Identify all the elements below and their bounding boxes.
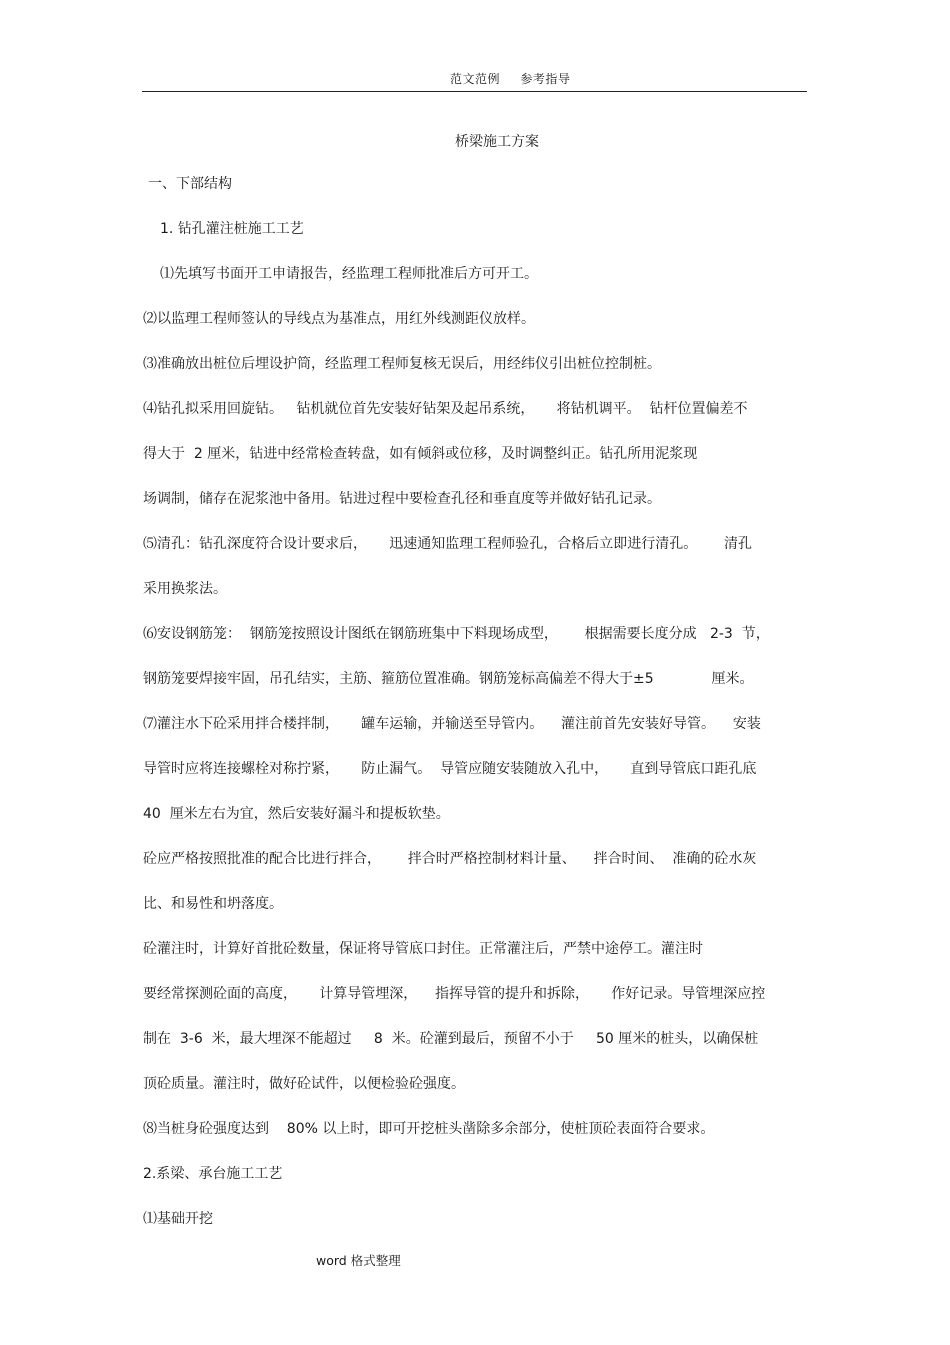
paragraph-line: ⑹安设钢筋笼： 钢筋笼按照设计图纸在钢筋班集中下料现场成型， 根据需要长度分成 2-3 节， (143, 626, 770, 642)
paragraph-line: 场调制，储存在泥浆池中备用。钻进过程中要检查孔径和垂直度等并做好钻孔记录。 (143, 491, 661, 507)
header-rule (142, 91, 807, 92)
paragraph-line: 40 厘米左右为宜，然后安装好漏斗和提板软垫。 (143, 806, 450, 822)
subsection-heading: 2.系梁、承台施工工艺 (143, 1166, 283, 1182)
paragraph-line: ⑻当桩身砼强度达到 80% 以上时，即可开挖桩头凿除多余部分，使桩顶砼表面符合要求。 (143, 1121, 715, 1137)
paragraph-line: 制在 3-6 米，最大埋深不能超过 8 米。砼灌到最后，预留不小于 50 厘米的桩头，以确保桩 (143, 1031, 759, 1047)
paragraph-line: 钢筋笼要焊接牢固，吊孔结实，主筋、箍筋位置准确。钢筋笼标高偏差不得大于±5 厘米。 (143, 671, 754, 687)
subsection-heading: 1. 钻孔灌注桩施工工艺 (160, 221, 304, 237)
paragraph-line: ⑺灌注水下砼采用拌合楼拌制， 罐车运输，并输送至导管内。 灌注前首先安装好导管。 安装 (143, 716, 761, 732)
paragraph-line: 要经常探测砼面的高度， 计算导管埋深， 指挥导管的提升和拆除， 作好记录。导管埋深应控 (143, 986, 766, 1002)
paragraph-line: ⑴基础开挖 (143, 1211, 213, 1227)
paragraph-line: ⑸清孔：钻孔深度符合设计要求后， 迅速通知监理工程师验孔，合格后立即进行清孔。 清孔 (143, 536, 752, 552)
paragraph-line: ⑶准确放出桩位后埋设护筒，经监理工程师复核无误后，用经纬仪引出桩位控制桩。 (143, 356, 661, 372)
header-right-text: 参考指导 (520, 72, 571, 86)
paragraph-line: 采用换浆法。 (143, 581, 227, 597)
paragraph-line: 顶砼质量。灌注时，做好砼试件，以便检验砼强度。 (143, 1076, 465, 1092)
section-heading: 一、下部结构 (148, 176, 232, 192)
paragraph-line: ⑷钻孔拟采用回旋钻。 钻机就位首先安装好钻架及起吊系统， 将钻机调平。 钻杆位置偏差不 (143, 401, 748, 417)
page-header (450, 70, 586, 87)
paragraph-line: 导管时应将连接螺栓对称拧紧， 防止漏气。 导管应随安装随放入孔中， 直到导管底口距孔底 (143, 761, 757, 777)
paragraph-line: 得大于 2 厘米，钻进中经常检查转盘，如有倾斜或位移，及时调整纠正。钻孔所用泥浆现 (143, 446, 698, 462)
paragraph-line: ⑵以监理工程师签认的导线点为基准点，用红外线测距仪放样。 (143, 311, 535, 327)
page-footer: word 格式整理 (316, 1253, 401, 1268)
paragraph-line: 砼灌注时，计算好首批砼数量，保证将导管底口封住。正常灌注后，严禁中途停工。灌注时 (143, 941, 703, 957)
paragraph-line: 比、和易性和坍落度。 (143, 896, 283, 912)
paragraph-line: 砼应严格按照批准的配合比进行拌合， 拌合时严格控制材料计量、 拌合时间、 准确的砼水灰 (143, 851, 757, 867)
header-left-text: 范文范例 (450, 72, 501, 86)
paragraph-line: ⑴先填写书面开工申请报告，经监理工程师批准后方可开工。 (160, 266, 538, 282)
document-title: 桥梁施工方案 (455, 134, 539, 150)
